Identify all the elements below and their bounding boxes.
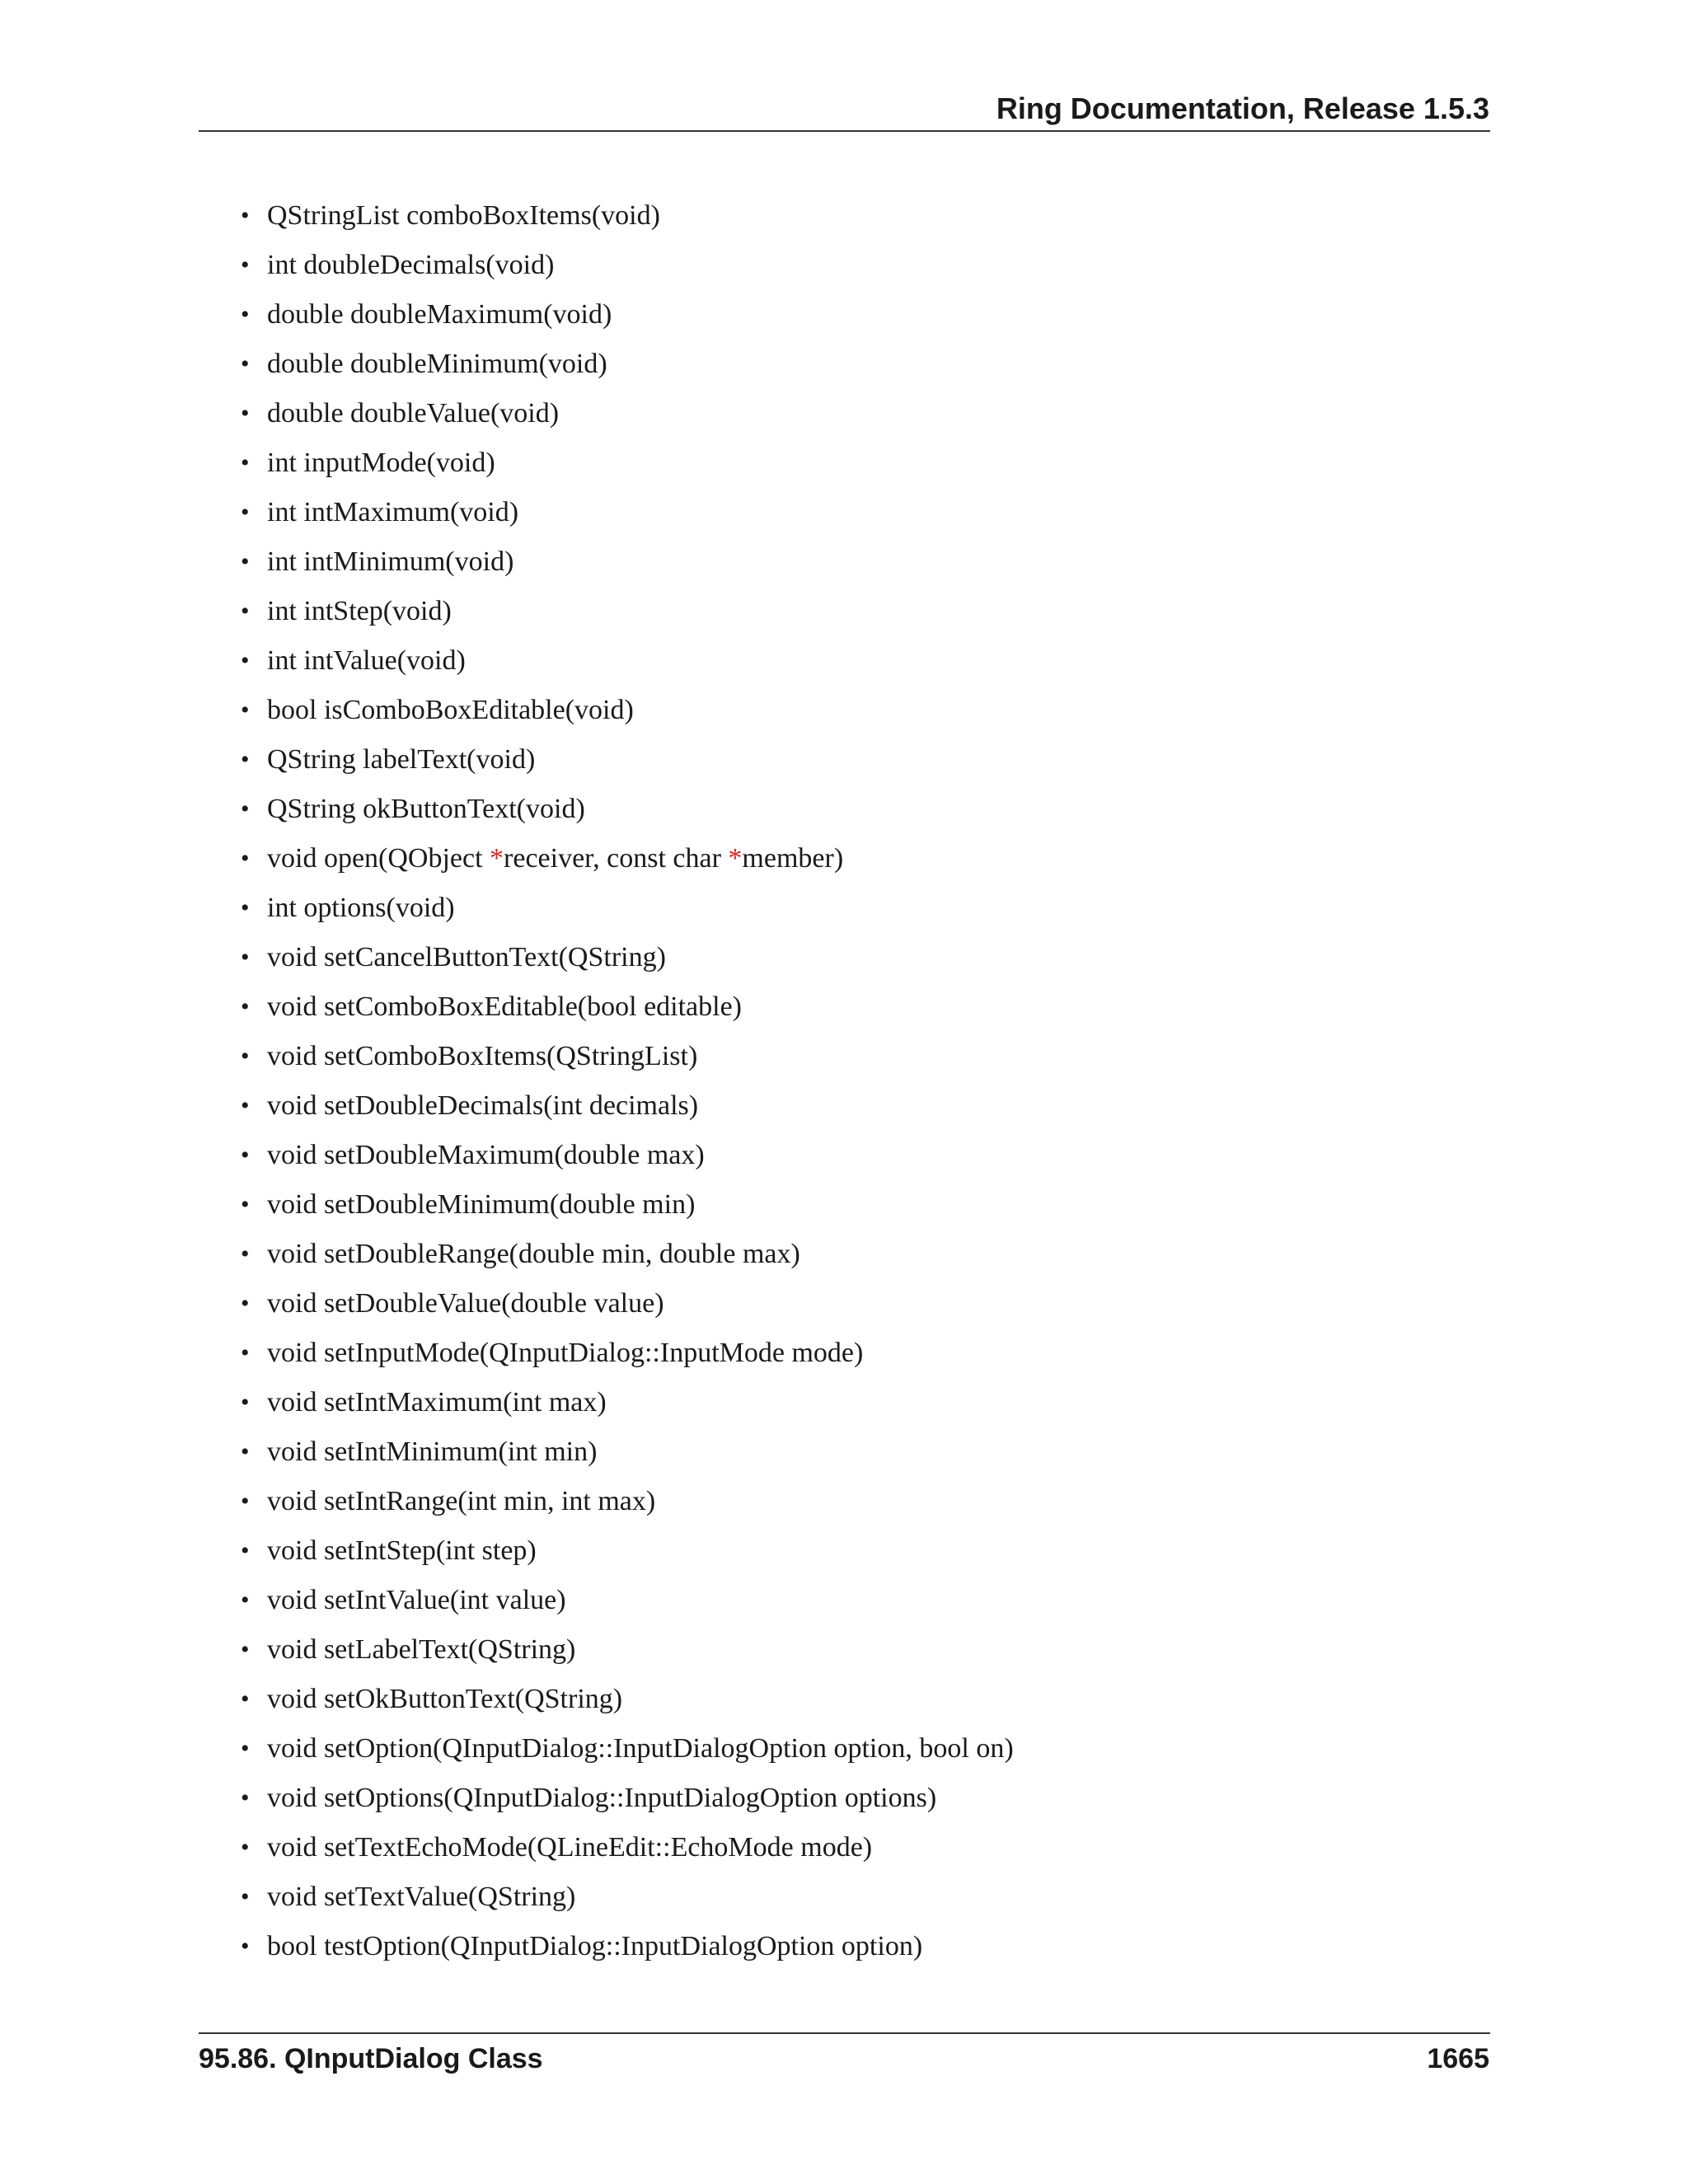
method-signature: int intMaximum(void): [267, 497, 519, 527]
signature-segment: void open(QObject: [267, 843, 490, 874]
method-signature: int doubleDecimals(void): [267, 250, 555, 280]
method-signature: QString okButtonText(void): [267, 794, 585, 824]
method-signature: void setIntMaximum(int max): [267, 1387, 607, 1418]
bullet-icon: •: [241, 449, 250, 476]
bullet-icon: •: [241, 202, 250, 229]
bullet-icon: •: [241, 1240, 250, 1268]
bullet-icon: •: [241, 350, 250, 377]
bullet-icon: •: [241, 1586, 250, 1614]
bullet-icon: •: [241, 1735, 250, 1762]
bullet-icon: •: [241, 1784, 250, 1811]
bullet-icon: •: [241, 548, 250, 575]
method-signature: bool isComboBoxEditable(void): [267, 695, 634, 725]
method-signature: QString labelText(void): [267, 744, 536, 775]
method-signature: void setDoubleMaximum(double max): [267, 1140, 705, 1170]
bullet-icon: •: [241, 993, 250, 1020]
bullet-icon: •: [241, 1191, 250, 1218]
running-header-title: Ring Documentation, Release 1.5.3: [996, 91, 1489, 125]
method-signature: void setTextValue(QString): [267, 1882, 576, 1912]
method-signature: void setLabelText(QString): [267, 1634, 576, 1665]
bullet-icon: •: [241, 1488, 250, 1515]
bullet-icon: •: [241, 1933, 250, 1960]
bullet-icon: •: [241, 696, 250, 724]
method-signature: void setComboBoxItems(QStringList): [267, 1041, 698, 1071]
bullet-icon: •: [241, 1537, 250, 1564]
method-signature: int intValue(void): [267, 645, 466, 676]
method-signature: void setDoubleValue(double value): [267, 1288, 664, 1319]
footer-page-number: 1665: [1427, 2043, 1489, 2074]
method-signature: void setOkButtonText(QString): [267, 1684, 623, 1714]
method-signature: void setCancelButtonText(QString): [267, 942, 666, 972]
bullet-icon: •: [241, 795, 250, 823]
pointer-asterisk: *: [490, 843, 504, 874]
method-signature: void setIntMinimum(int min): [267, 1436, 598, 1467]
footer-section-title: 95.86. QInputDialog Class: [199, 2043, 543, 2074]
method-signature: int options(void): [267, 893, 455, 923]
bullet-icon: •: [241, 647, 250, 674]
bullet-icon: •: [241, 1389, 250, 1416]
bullet-icon: •: [241, 1636, 250, 1663]
bullet-icon: •: [241, 1092, 250, 1119]
method-signature: void setInputMode(QInputDialog::InputMode mode): [267, 1338, 864, 1368]
bullet-icon: •: [241, 1438, 250, 1465]
bullet-icon: •: [241, 1043, 250, 1070]
method-signature: void setTextEchoMode(QLineEdit::EchoMode mode): [267, 1832, 873, 1863]
method-signature: int inputMode(void): [267, 448, 495, 478]
bullet-icon: •: [241, 1290, 250, 1317]
bullet-icon: •: [241, 499, 250, 526]
bullet-icon: •: [241, 1685, 250, 1713]
bullet-icon: •: [241, 1883, 250, 1910]
header-rule: [199, 130, 1490, 132]
bullet-icon: •: [241, 251, 250, 279]
bullet-icon: •: [241, 598, 250, 625]
method-signature: double doubleMinimum(void): [267, 349, 607, 379]
method-signature: void setComboBoxEditable(bool editable): [267, 991, 743, 1022]
method-signature: void setDoubleDecimals(int decimals): [267, 1090, 699, 1121]
bullet-icon: •: [241, 845, 250, 872]
signature-segment: member): [742, 843, 844, 874]
method-signature: void setIntRange(int min, int max): [267, 1486, 656, 1516]
bullet-icon: •: [241, 1834, 250, 1861]
bullet-icon: •: [241, 301, 250, 328]
method-signature: void setIntStep(int step): [267, 1535, 537, 1566]
bullet-icon: •: [241, 746, 250, 773]
method-signature: void setOptions(QInputDialog::InputDialogOption options): [267, 1783, 937, 1813]
method-signature: bool testOption(QInputDialog::InputDialogOption option): [267, 1931, 923, 1961]
method-signature: int intMinimum(void): [267, 546, 514, 577]
footer-rule: [199, 2032, 1490, 2034]
bullet-icon: •: [241, 1141, 250, 1169]
method-signature: double doubleValue(void): [267, 398, 560, 429]
bullet-icon: •: [241, 944, 250, 971]
signature-segment: receiver, const char: [504, 843, 729, 874]
method-signature: [267, 834, 843, 883]
method-signature: QStringList comboBoxItems(void): [267, 200, 660, 231]
method-signature: void setIntValue(int value): [267, 1585, 566, 1615]
method-signature: double doubleMaximum(void): [267, 299, 612, 330]
bullet-icon: •: [241, 400, 250, 427]
method-signature: void setDoubleRange(double min, double max): [267, 1239, 800, 1269]
method-signature: int intStep(void): [267, 596, 452, 626]
pointer-asterisk: *: [728, 843, 743, 874]
bullet-icon: •: [241, 1339, 250, 1366]
bullet-icon: •: [241, 894, 250, 921]
method-signature: void setDoubleMinimum(double min): [267, 1189, 696, 1220]
method-signature: void setOption(QInputDialog::InputDialogOption option, bool on): [267, 1733, 1014, 1764]
